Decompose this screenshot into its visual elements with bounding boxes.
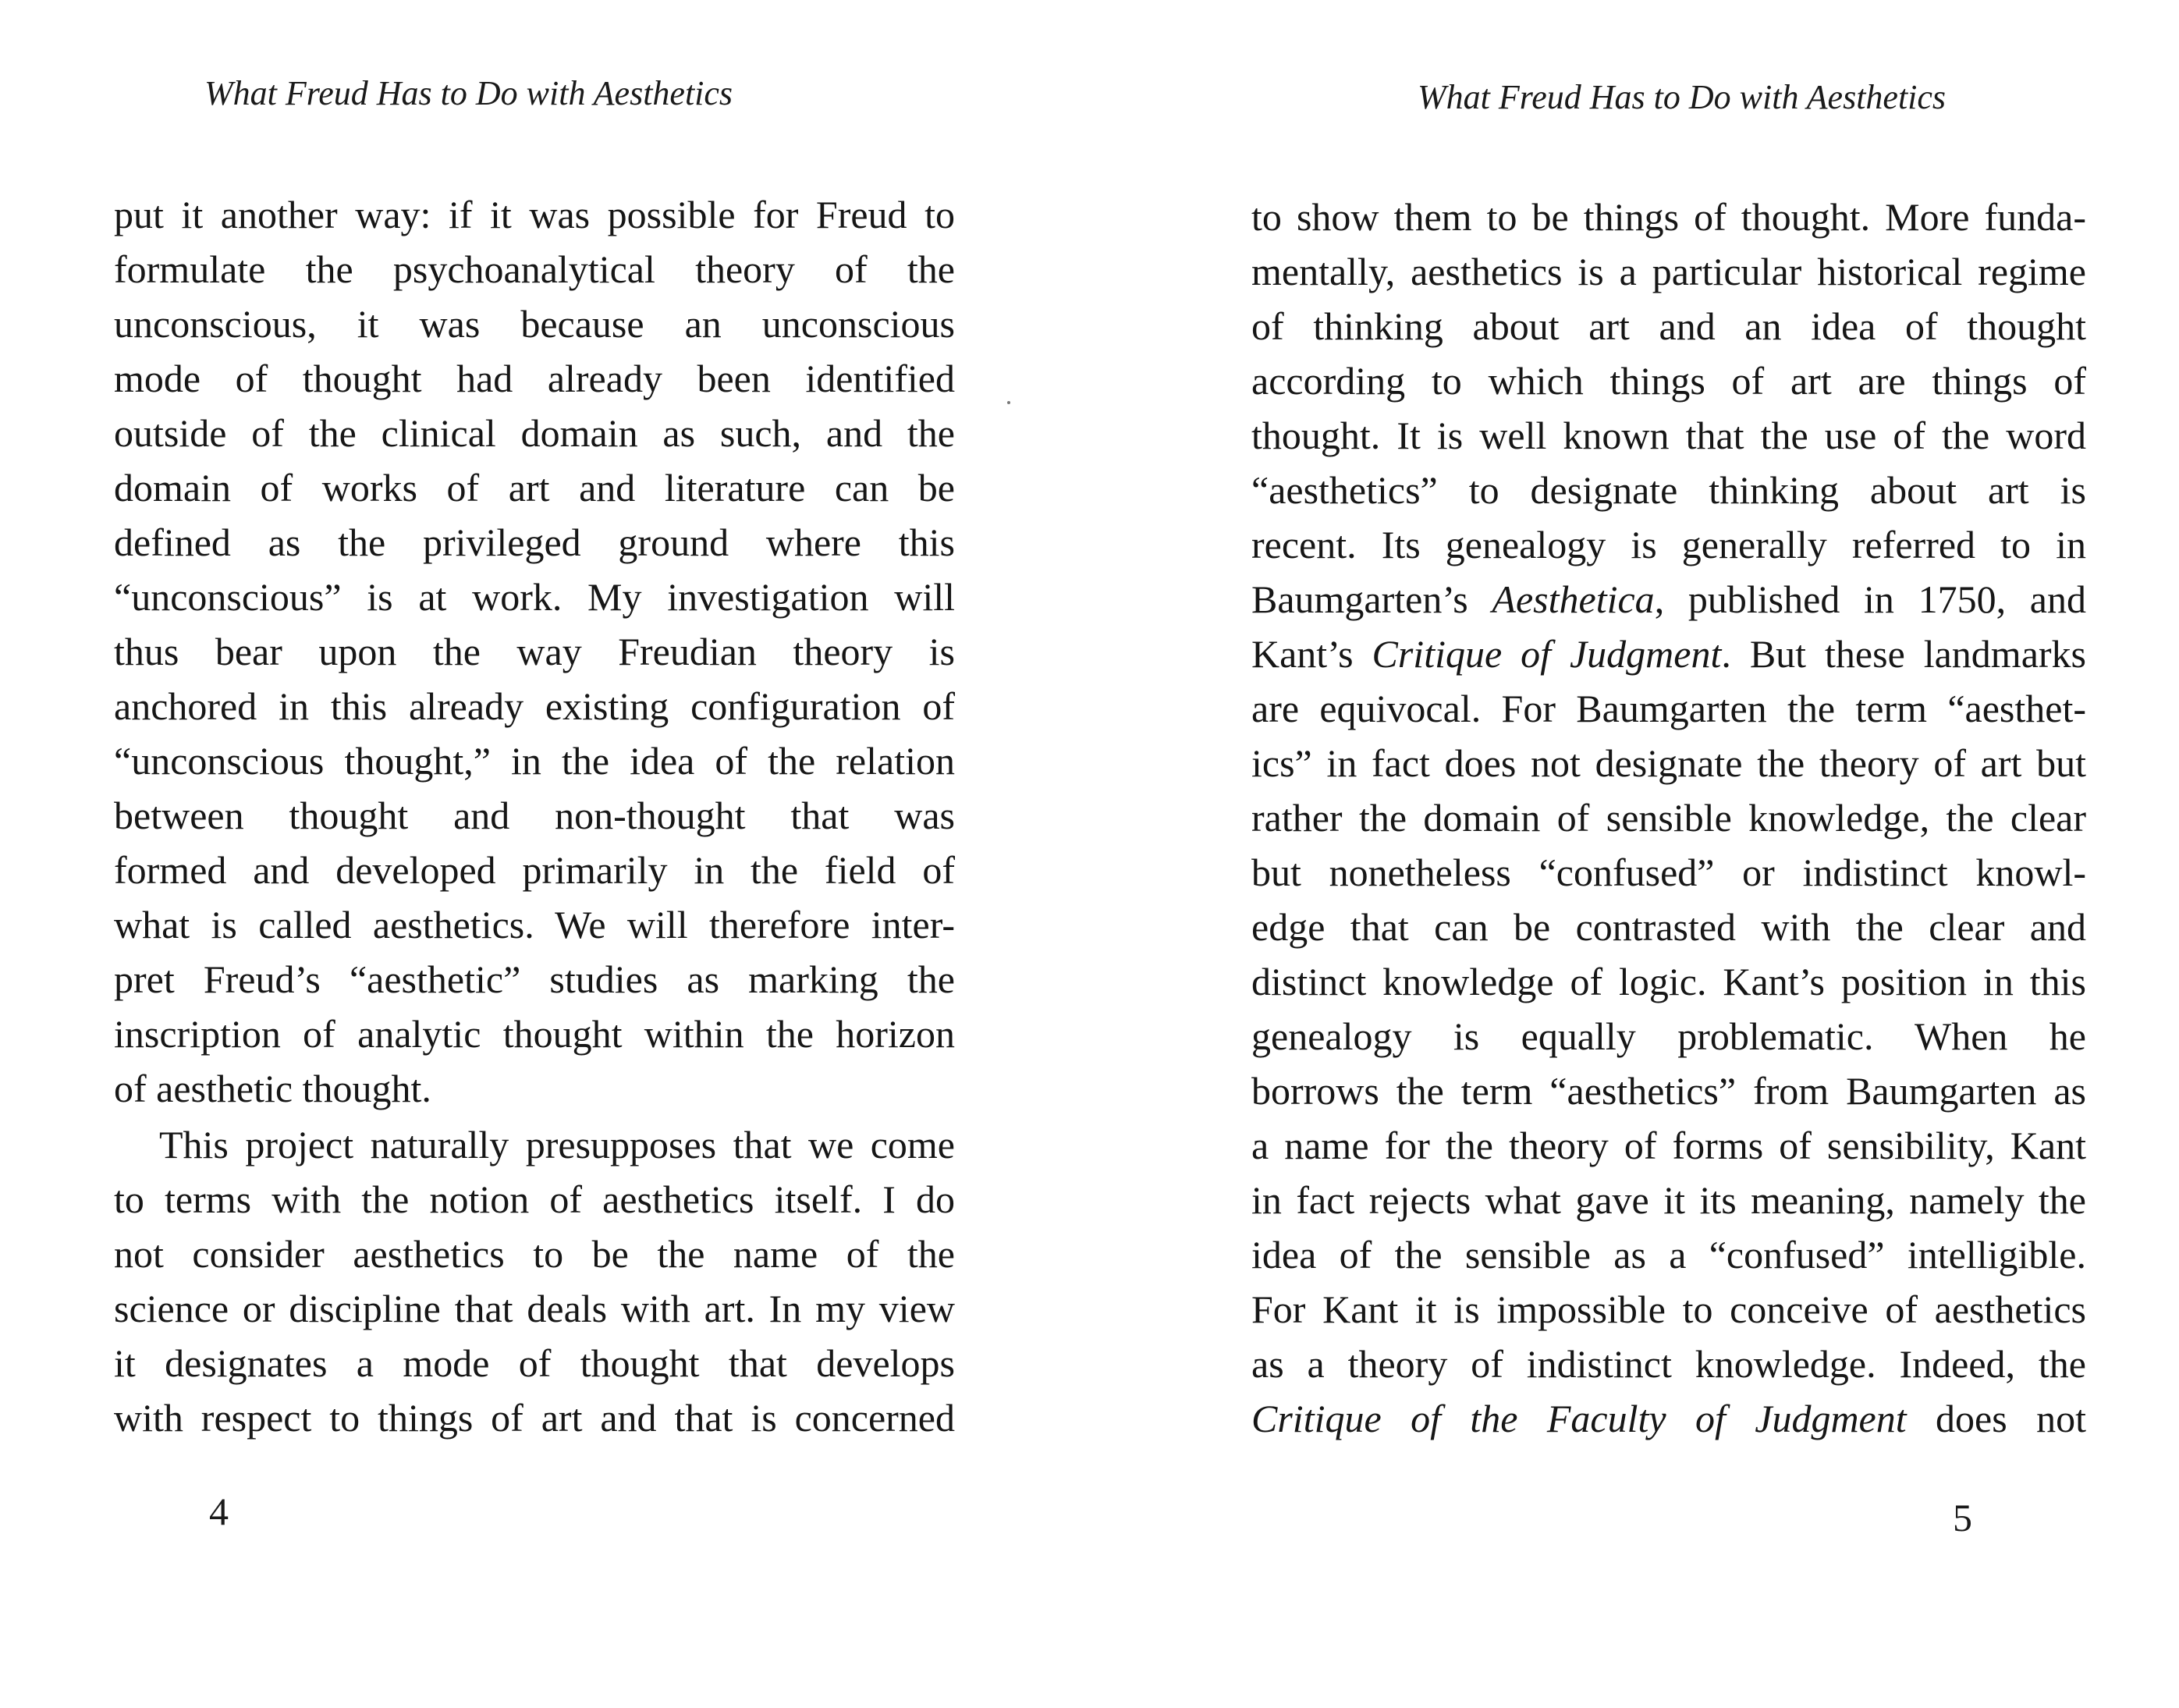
- text-run: , published in 1750, and: [1654, 577, 2086, 621]
- paragraph-start: This project naturally presupposes that we come: [159, 1123, 955, 1166]
- text-line: borrows the term “aesthetics” from Baumgarten as: [1251, 1069, 2086, 1113]
- text-line: formed and developed primarily in the field of: [114, 848, 955, 892]
- text-run: . But these landmarks: [1721, 632, 2086, 676]
- text-line: to terms with the notion of aesthetics itself. I do: [114, 1177, 955, 1221]
- text-run: does not: [1906, 1397, 2087, 1440]
- text-line: distinct knowledge of logic. Kant’s position in this: [1251, 960, 2086, 1003]
- text-line: idea of the sensible as a “confused” intelligible.: [1251, 1233, 2086, 1277]
- text-line: [1251, 627, 2086, 681]
- text-line: as a theory of indistinct knowledge. Indeed, the: [1251, 1342, 2086, 1386]
- text-line: formulate the psychoanalytical theory of the: [114, 247, 955, 291]
- text-line: are equivocal. For Baumgarten the term “aesthet-: [1251, 687, 2086, 730]
- text-line: a name for the theory of forms of sensibility, Kant: [1251, 1124, 2086, 1167]
- text-run: Baumgarten’s: [1251, 577, 1492, 621]
- text-run: Kant’s: [1251, 632, 1372, 676]
- book-title: Aesthetica: [1492, 577, 1655, 621]
- text-line: ics” in fact does not designate the theory of art but: [1251, 741, 2086, 785]
- book-title: Critique of the Faculty of Judgment: [1251, 1397, 1907, 1440]
- text-line: [1251, 572, 2086, 627]
- text-line: not consider aesthetics to be the name of the: [114, 1232, 955, 1276]
- page-number-right: 5: [1953, 1496, 1972, 1539]
- text-line: between thought and non-thought that was: [114, 794, 955, 837]
- text-line: thus bear upon the way Freudian theory is: [114, 630, 955, 673]
- running-head-left: What Freud Has to Do with Aesthetics: [204, 74, 733, 112]
- text-line: [1251, 1391, 2086, 1446]
- text-line: it designates a mode of thought that develops: [114, 1341, 955, 1385]
- book-title: Critique of Judgment: [1372, 632, 1722, 676]
- running-head-right: What Freud Has to Do with Aesthetics: [1418, 78, 1947, 116]
- right-page: [1217, 0, 2179, 1708]
- text-line: [114, 1117, 955, 1172]
- text-line: of aesthetic thought.: [114, 1067, 431, 1110]
- text-line: thought. It is well known that the use of the word: [1251, 414, 2086, 457]
- text-line: “aesthetics” to designate thinking about art is: [1251, 468, 2086, 512]
- text-line: of thinking about art and an idea of thought: [1251, 304, 2086, 348]
- scan-speck: [1007, 401, 1010, 404]
- left-page: [0, 0, 1014, 1708]
- text-line: edge that can be contrasted with the clear and: [1251, 905, 2086, 949]
- text-line: put it another way: if it was possible for Freud to: [114, 193, 955, 236]
- text-line: genealogy is equally problematic. When he: [1251, 1014, 2086, 1058]
- text-line: domain of works of art and literature can be: [114, 466, 955, 510]
- text-line: unconscious, it was because an unconscious: [114, 302, 955, 346]
- text-line: defined as the privileged ground where this: [114, 520, 955, 564]
- text-line: according to which things of art are things of: [1251, 359, 2086, 403]
- text-line: but nonetheless “confused” or indistinct knowl-: [1251, 850, 2086, 894]
- text-line: with respect to things of art and that is concerned: [114, 1396, 955, 1440]
- text-line: mode of thought had already been identified: [114, 357, 955, 400]
- text-line: in fact rejects what gave it its meaning, namely the: [1251, 1178, 2086, 1222]
- text-line: mentally, aesthetics is a particular historical regime: [1251, 250, 2086, 293]
- text-line: outside of the clinical domain as such, and the: [114, 411, 955, 455]
- text-line: anchored in this already existing configuration of: [114, 684, 955, 728]
- text-line: “unconscious thought,” in the idea of the relation: [114, 739, 955, 783]
- text-line: recent. Its genealogy is generally referred to in: [1251, 523, 2086, 566]
- text-line: what is called aesthetics. We will therefore inter-: [114, 903, 955, 946]
- text-line: pret Freud’s “aesthetic” studies as marking the: [114, 957, 955, 1001]
- text-line: “unconscious” is at work. My investigation will: [114, 575, 955, 619]
- text-line: to show them to be things of thought. More funda-: [1251, 195, 2086, 239]
- text-line: science or discipline that deals with art. In my view: [114, 1287, 955, 1330]
- text-line: For Kant it is impossible to conceive of aesthetics: [1251, 1287, 2086, 1331]
- text-line: inscription of analytic thought within the horizon: [114, 1012, 955, 1056]
- text-line: rather the domain of sensible knowledge, the clear: [1251, 796, 2086, 840]
- page-number-left: 4: [209, 1490, 229, 1533]
